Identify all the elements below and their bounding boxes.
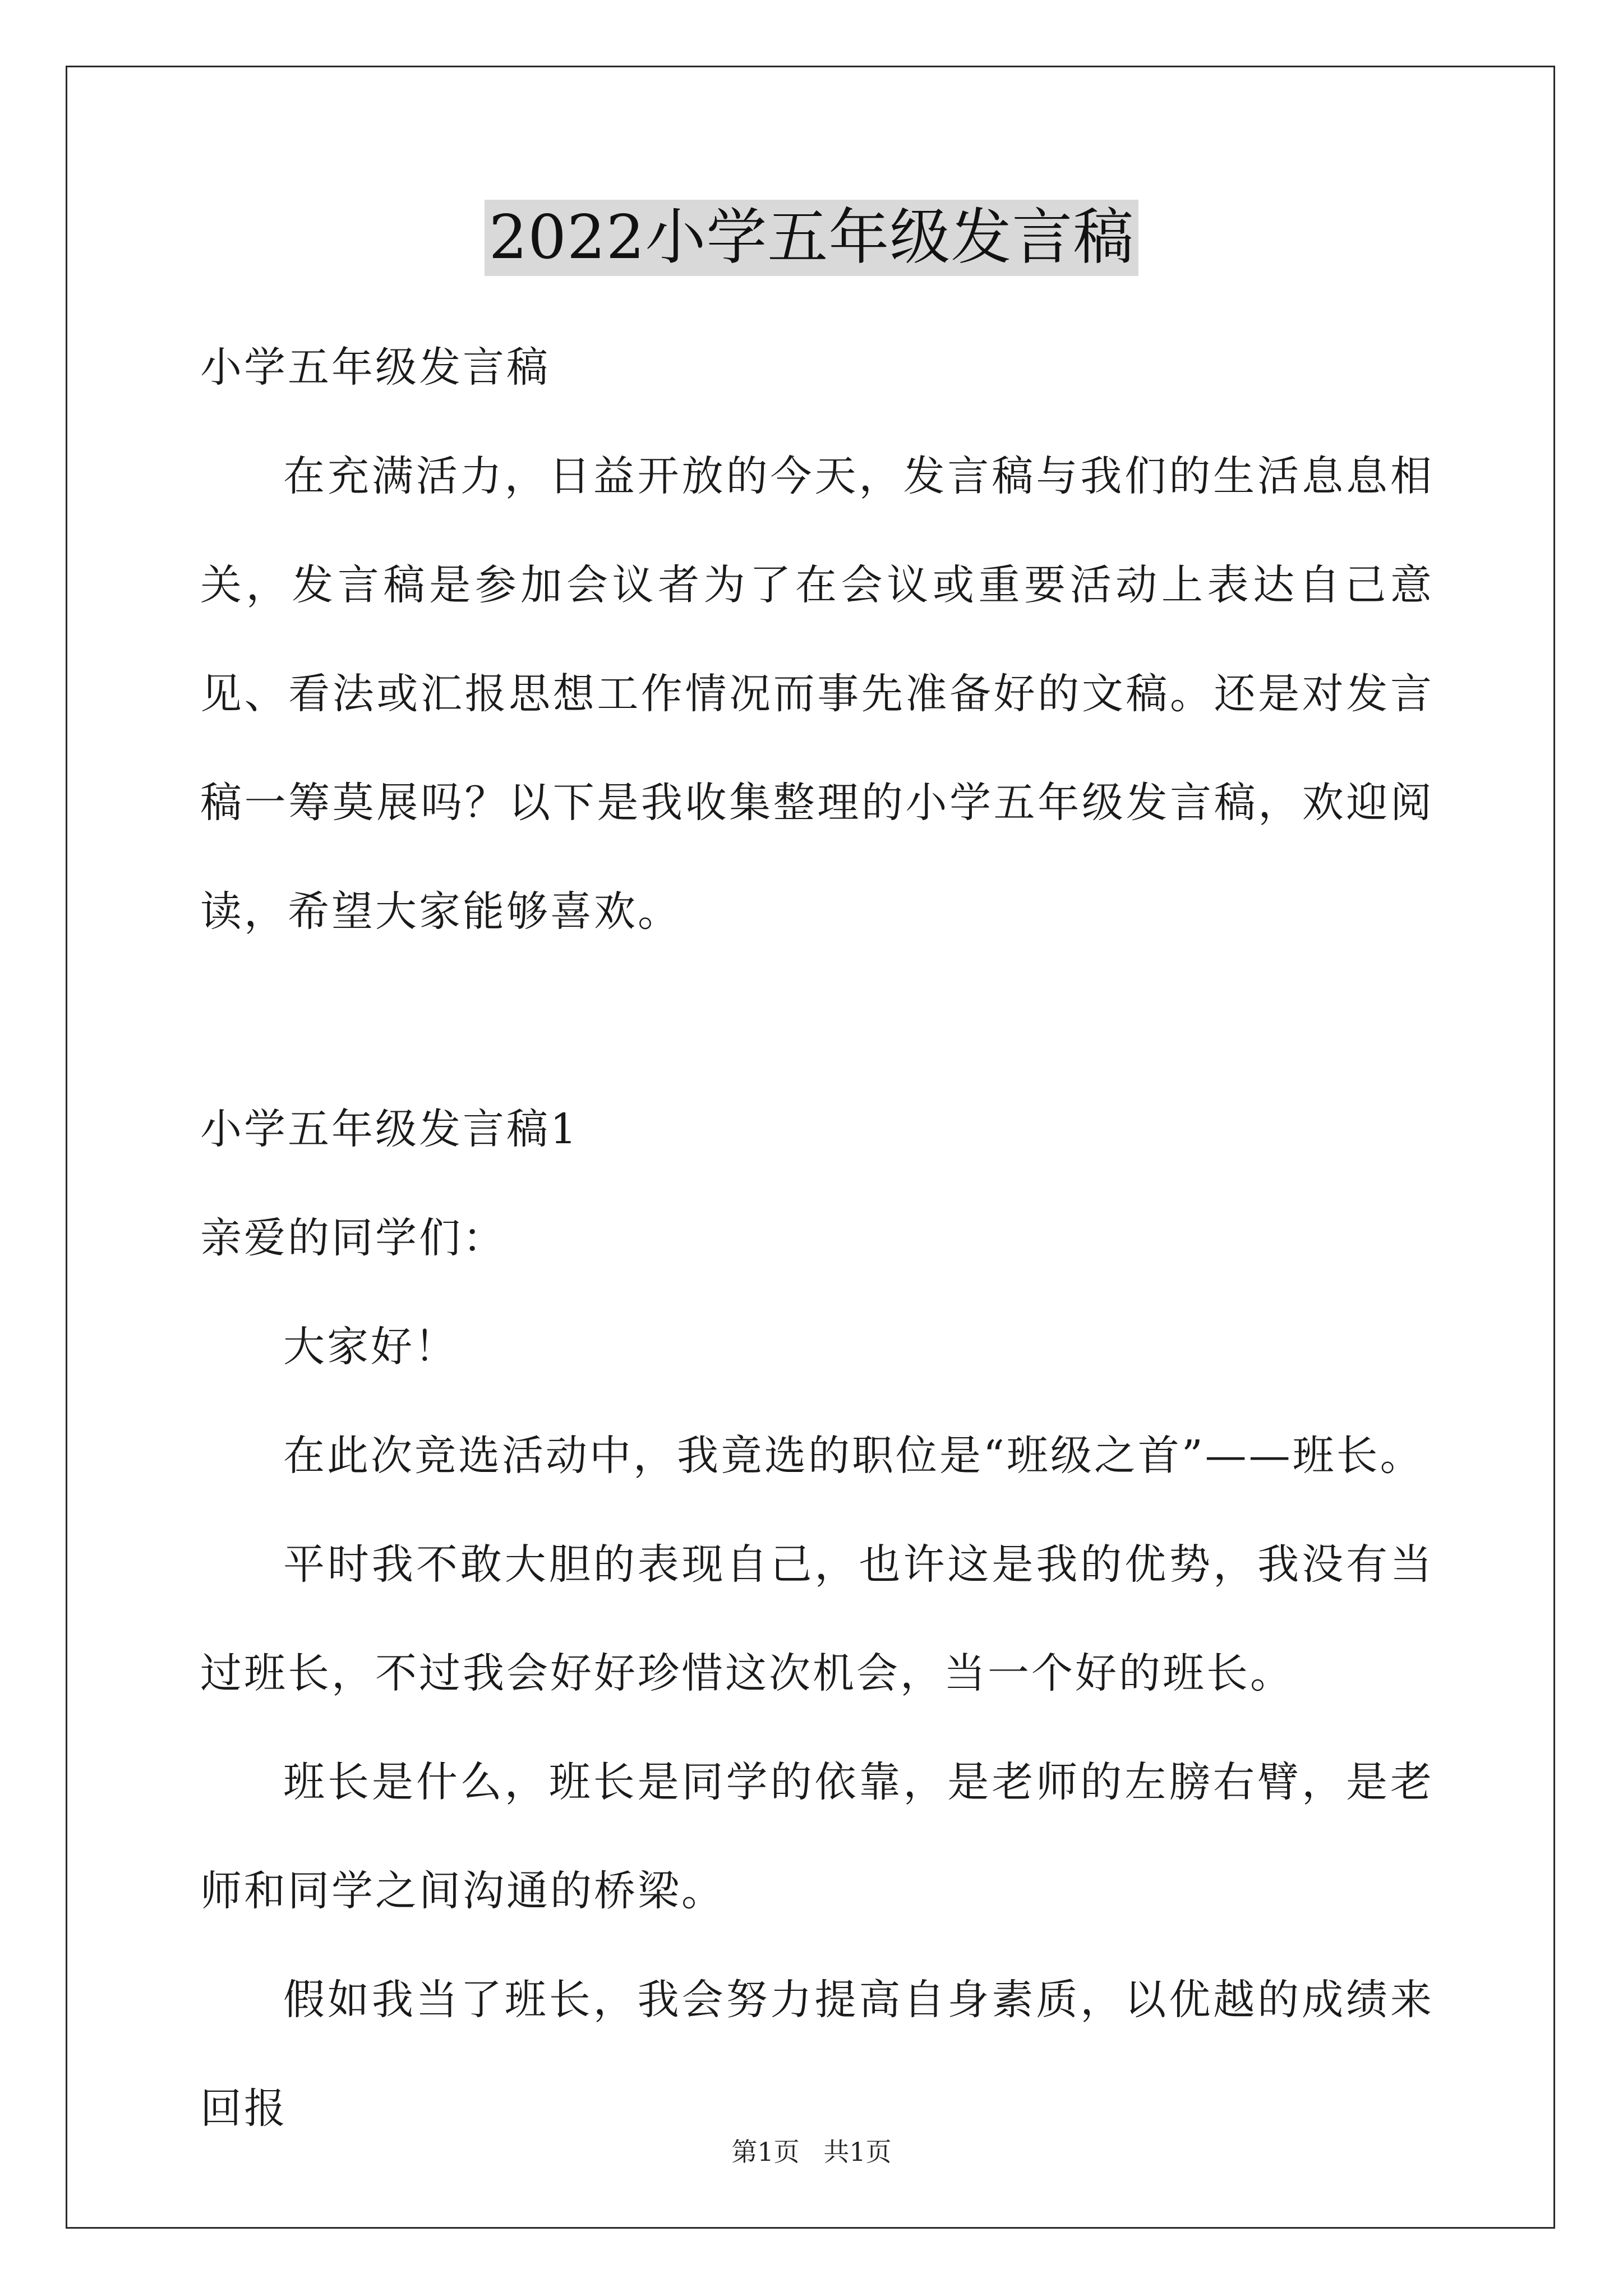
page-number-current: 第1页 (731, 2137, 800, 2167)
paragraph-gap (200, 966, 1434, 1075)
paragraph-4: 假如我当了班长，我会努力提高自身素质，以优越的成绩来回报 (200, 1976, 1434, 2133)
paragraph-3: 班长是什么，班长是同学的依靠，是老师的左膀右臂，是老师和同学之间沟通的桥梁。 (200, 1758, 1434, 1915)
page-footer (0, 2136, 1623, 2168)
document-body (200, 313, 1434, 2163)
section-heading: 小学五年级发言稿1 (200, 1105, 579, 1153)
title-wrap (0, 200, 1623, 276)
greeting: 大家好！ (283, 1323, 458, 1371)
paragraph-subtitle: 小学五年级发言稿 (200, 343, 550, 392)
salutation: 亲爱的同学们： (200, 1214, 506, 1262)
paragraph-1: 在此次竞选活动中，我竟选的职位是“班级之首”——班长。 (283, 1432, 1424, 1480)
document-title: 2022小学五年级发言稿 (485, 200, 1139, 276)
paragraph-intro: 在充满活力，日益开放的今天，发言稿与我们的生活息息相关，发言稿是参加会议者为了在会议或重要活动上表达自己意见、看法或汇报思想工作情况而事先准备好的文稿。还是对发言稿一筹莫展吗？以下是我收集整理的小学五年级发言稿，欢迎阅读，希望大家能够喜欢。 (200, 452, 1434, 936)
paragraph-2: 平时我不敢大胆的表现自己，也许这是我的优势，我没有当过班长，不过我会好好珍惜这次机会，当一个好的班长。 (200, 1540, 1434, 1697)
page-number-total: 共1页 (823, 2137, 892, 2167)
